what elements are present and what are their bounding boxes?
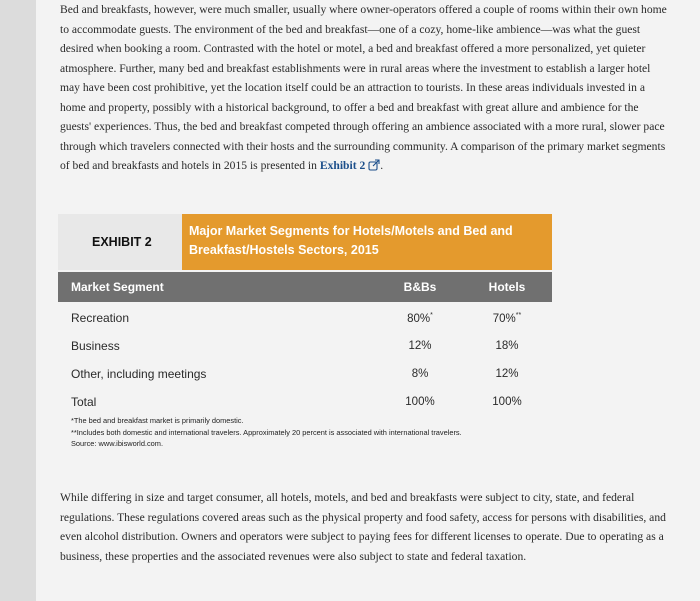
row-segment: Recreation: [71, 311, 130, 325]
exhibit-title: [182, 214, 552, 270]
row-segment: Business: [71, 338, 120, 353]
table-column-headers: [58, 272, 552, 302]
exhibit-label: EXHIBIT 2: [58, 214, 182, 270]
row-bb-value: 8%: [411, 367, 429, 380]
exhibit-title-line1: Major Market Segments for Hotels/Motels and Bed and: [189, 224, 513, 238]
footnote: **Includes both domestic and international travelers. Approximately 20 percent is associated with international travelers.: [71, 427, 462, 437]
exhibit-table: [58, 214, 552, 450]
row-hotels-value: 100%: [492, 395, 522, 408]
column-header-segment: Market Segment: [71, 280, 164, 294]
row-bb-value: 100%: [405, 395, 435, 408]
footnote: *The bed and breakfast market is primarily domestic.: [71, 416, 244, 425]
column-header-bbs: B&Bs: [403, 280, 437, 294]
exhibit-link[interactable]: Exhibit 2: [319, 159, 366, 172]
row-segment: Other, including meetings: [71, 366, 207, 381]
exhibit-header: [58, 214, 552, 270]
document-page: [36, 0, 700, 601]
row-hotels-value: 18%: [495, 339, 519, 352]
table-row: [58, 332, 552, 359]
column-header-hotels: Hotels: [488, 280, 526, 294]
row-bb-value: 80%*: [407, 311, 433, 325]
table-row-total: [58, 388, 552, 415]
table-row: [58, 304, 552, 332]
table-row: [58, 359, 552, 388]
external-link-icon[interactable]: [368, 158, 380, 178]
source-note: Source: www.ibisworld.com.: [71, 439, 163, 448]
row-bb-value: 12%: [408, 339, 432, 352]
body-paragraph-top: Bed and breakfasts, however, were much smaller, usually where owner-operators offered a couple of rooms within their own home to accommodate guests. The environment of the bed and breakfast—one of a cozy, home-like ambience—was what the guest desired when booking a room. Contrasted with the hotel or motel, a bed and breakfast offered a more personalized, yet quieter atmosphere. Further, many bed and breakfast establishments were in rural areas where the investment to establish a larger hotel may have been cost prohibitive, yet the location itself could be an attraction to tourists. In these areas individuals invested in a home and property, possibly with a historical background, to offer a bed and breakfast with great allure and ambience for the guests' experiences. Thus, the bed and breakfast competed through offering an ambience associated with a more rural, slower pace through which travelers connected with their hosts and the surrounding community. A comparison of the primary market segments of bed and breakfasts and hotels in 2015 is presented in Exhibit 2 .: [60, 0, 672, 178]
paragraph-top-text: Bed and breakfasts, however, were much smaller, usually where owner-operators offered a couple of rooms within their own home to accommodate guests. The environment of the bed and breakfast—one of a cozy, home-like ambience—was what the guest desired when booking a room. Contrasted with the hotel or motel, a bed and breakfast offered a more personalized, yet quieter atmosphere. Further, many bed and breakfast establishments were in rural areas where the investment to establish a larger hotel may have been cost prohibitive, yet the location itself could be an attraction to tourists. In these areas individuals invested in a home and property, possibly with a historical background, to offer a bed and breakfast with great allure and ambience for the guests' experiences. Thus, the bed and breakfast competed through offering an ambience associated with a more rural, slower pace through which travelers connected with their hosts and the surrounding community. A comparison of the primary market segments of bed and breakfasts and hotels in 2015 is presented in: [60, 3, 667, 172]
body-paragraph-bottom: While differing in size and target consumer, all hotels, motels, and bed and breakfasts were subject to city, state, and federal regulations. These regulations covered areas such as the physical property and food safety, access for persons with disabilities, and even alcohol distribution. Owners and operators were subject to paying fees for different licenses to operate. Due to operating as a business, these properties and the associated revenues were also subject to state and federal taxation.: [60, 491, 666, 563]
row-hotels-value: 12%: [495, 367, 519, 380]
row-segment: Total: [71, 394, 97, 409]
exhibit-title-line2: Breakfast/Hostels Sectors, 2015: [189, 243, 379, 257]
row-hotels-value: 70%**: [492, 311, 522, 325]
